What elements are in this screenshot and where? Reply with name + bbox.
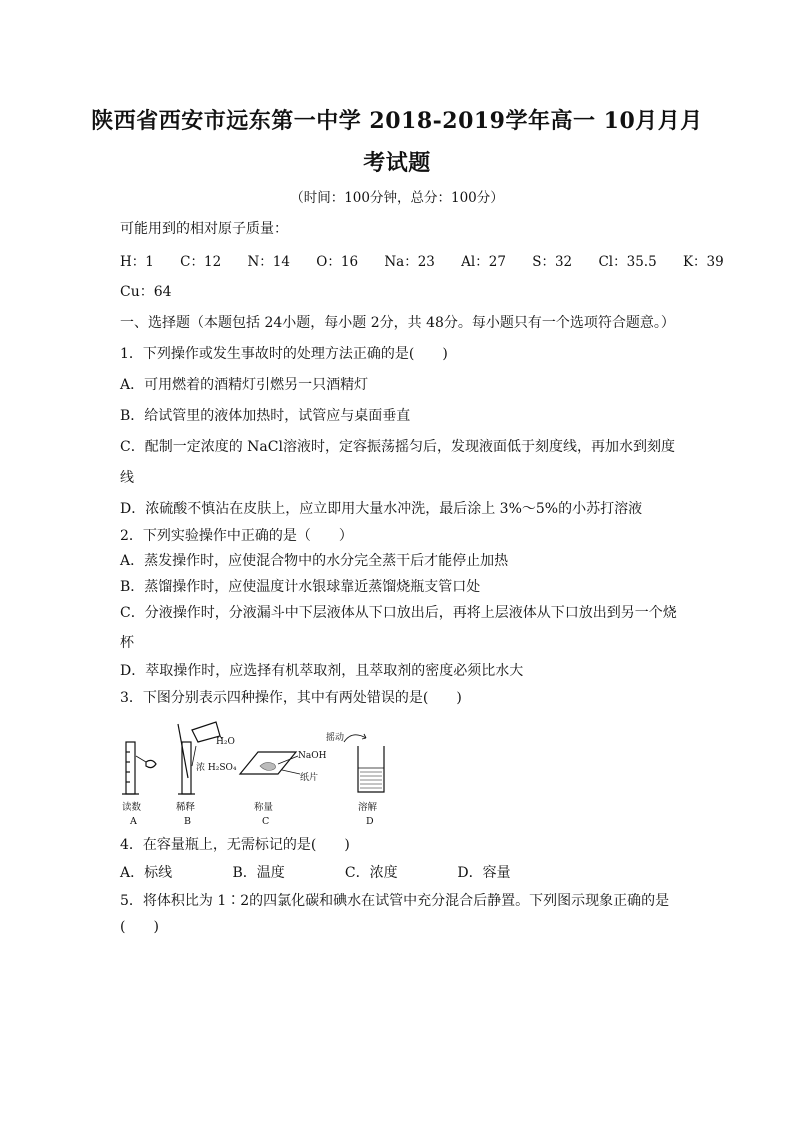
q1-option-c: C．配制一定浓度的 NaCl溶液时，定容振荡摇匀后，发现液面低于刻度线，再加水到刻度 [120, 439, 675, 455]
q5-stem: 5．将体积比为 1∶2的四氯化碳和碘水在试管中充分混合后静置。下列图示现象正确的是 [120, 893, 670, 909]
q2-option-c: C．分液操作时，分液漏斗中下层液体从下口放出后，再将上层液体从下口放出到另一个烧 [120, 605, 677, 621]
beaker-dissolving [344, 734, 384, 792]
q3-stem: 3．下图分别表示四种操作，其中有两处错误的是( ) [120, 690, 462, 706]
q4-options [120, 862, 565, 882]
q4-option-b: B．温度 [232, 865, 285, 881]
q1-option-b: B．给试管里的液体加热时，试管应与桌面垂直 [120, 408, 411, 424]
atomic-mass-item: O：16 [316, 254, 359, 270]
q2-option-a: A．蒸发操作时，应使混合物中的水分完全蒸干后才能停止加热 [120, 553, 509, 569]
q5-stem-cont: ( ) [120, 919, 159, 935]
paper-label: 纸片 [300, 773, 319, 783]
q2-stem: 2．下列实验操作中正确的是（ ） [120, 528, 353, 544]
q1-option-d: D．浓硫酸不慎沾在皮肤上，应立即用大量水冲洗，最后涂上 3%～5%的小苏打溶液 [120, 501, 643, 517]
h2o-label: H₂O [216, 737, 235, 747]
section-heading: 一、选择题（本题包括 24小题，每小题 2分，共 48分。每小题只有一个选项符合题意。） [120, 315, 675, 331]
dilution-setup [178, 722, 222, 794]
lab-operations-figure [120, 716, 410, 828]
caption-b: 稀释 [176, 802, 196, 813]
graduated-cylinder-reading [122, 742, 156, 794]
atomic-mass-item: S：32 [532, 254, 573, 270]
letter-a: A [130, 816, 137, 827]
h2so4-label: 浓 H₂SO₄ [196, 763, 237, 773]
atomic-mass-item: Al：27 [461, 254, 506, 270]
weighing-paper [240, 752, 300, 774]
q4-option-d: D．容量 [457, 865, 511, 881]
letter-c: C [262, 816, 270, 827]
q4-option-c: C．浓度 [344, 865, 398, 881]
q2-option-c-cont: 杯 [120, 635, 134, 651]
atomic-mass-item: Cu：64 [120, 284, 172, 300]
atomic-mass-list [120, 250, 746, 270]
caption-a: 读数 [122, 802, 142, 813]
q4-option-a: A．标线 [120, 865, 173, 881]
exam-title-line2: 考试题 [363, 150, 431, 176]
atomic-mass-item: C：12 [180, 254, 222, 270]
naoh-label: NaOH [298, 751, 327, 761]
letter-d: D [366, 816, 374, 827]
caption-d: 溶解 [358, 802, 378, 813]
atomic-mass-item: Na：23 [384, 254, 435, 270]
atomic-mass-item: Cl：35.5 [598, 254, 657, 270]
q1-stem: 1．下列操作或发生事故时的处理方法正确的是( ) [120, 346, 448, 362]
atomic-mass-label: 可能用到的相对原子质量： [120, 221, 288, 237]
exam-subtitle: （时间：100分钟，总分：100分） [290, 190, 504, 206]
q4-stem: 4．在容量瓶上，无需标记的是( ) [120, 837, 350, 853]
q1-option-a: A．可用燃着的酒精灯引燃另一只酒精灯 [120, 377, 369, 393]
atomic-mass-item: H：1 [120, 254, 154, 270]
caption-c: 称量 [254, 802, 274, 813]
atomic-mass-item: N：14 [247, 254, 290, 270]
exam-title-line1: 陕西省西安市远东第一中学 2018-2019学年高一 10月月月 [91, 108, 703, 134]
q2-option-d: D．萃取操作时，应选择有机萃取剂，且萃取剂的密度必须比水大 [120, 663, 524, 679]
letter-b: B [184, 816, 191, 827]
q1-option-c-cont: 线 [120, 470, 134, 486]
atomic-mass-item: K：39 [682, 254, 724, 270]
shake-label: 摇动 [326, 733, 345, 743]
q2-option-b: B．蒸馏操作时，应使温度计水银球靠近蒸馏烧瓶支管口处 [120, 579, 481, 595]
